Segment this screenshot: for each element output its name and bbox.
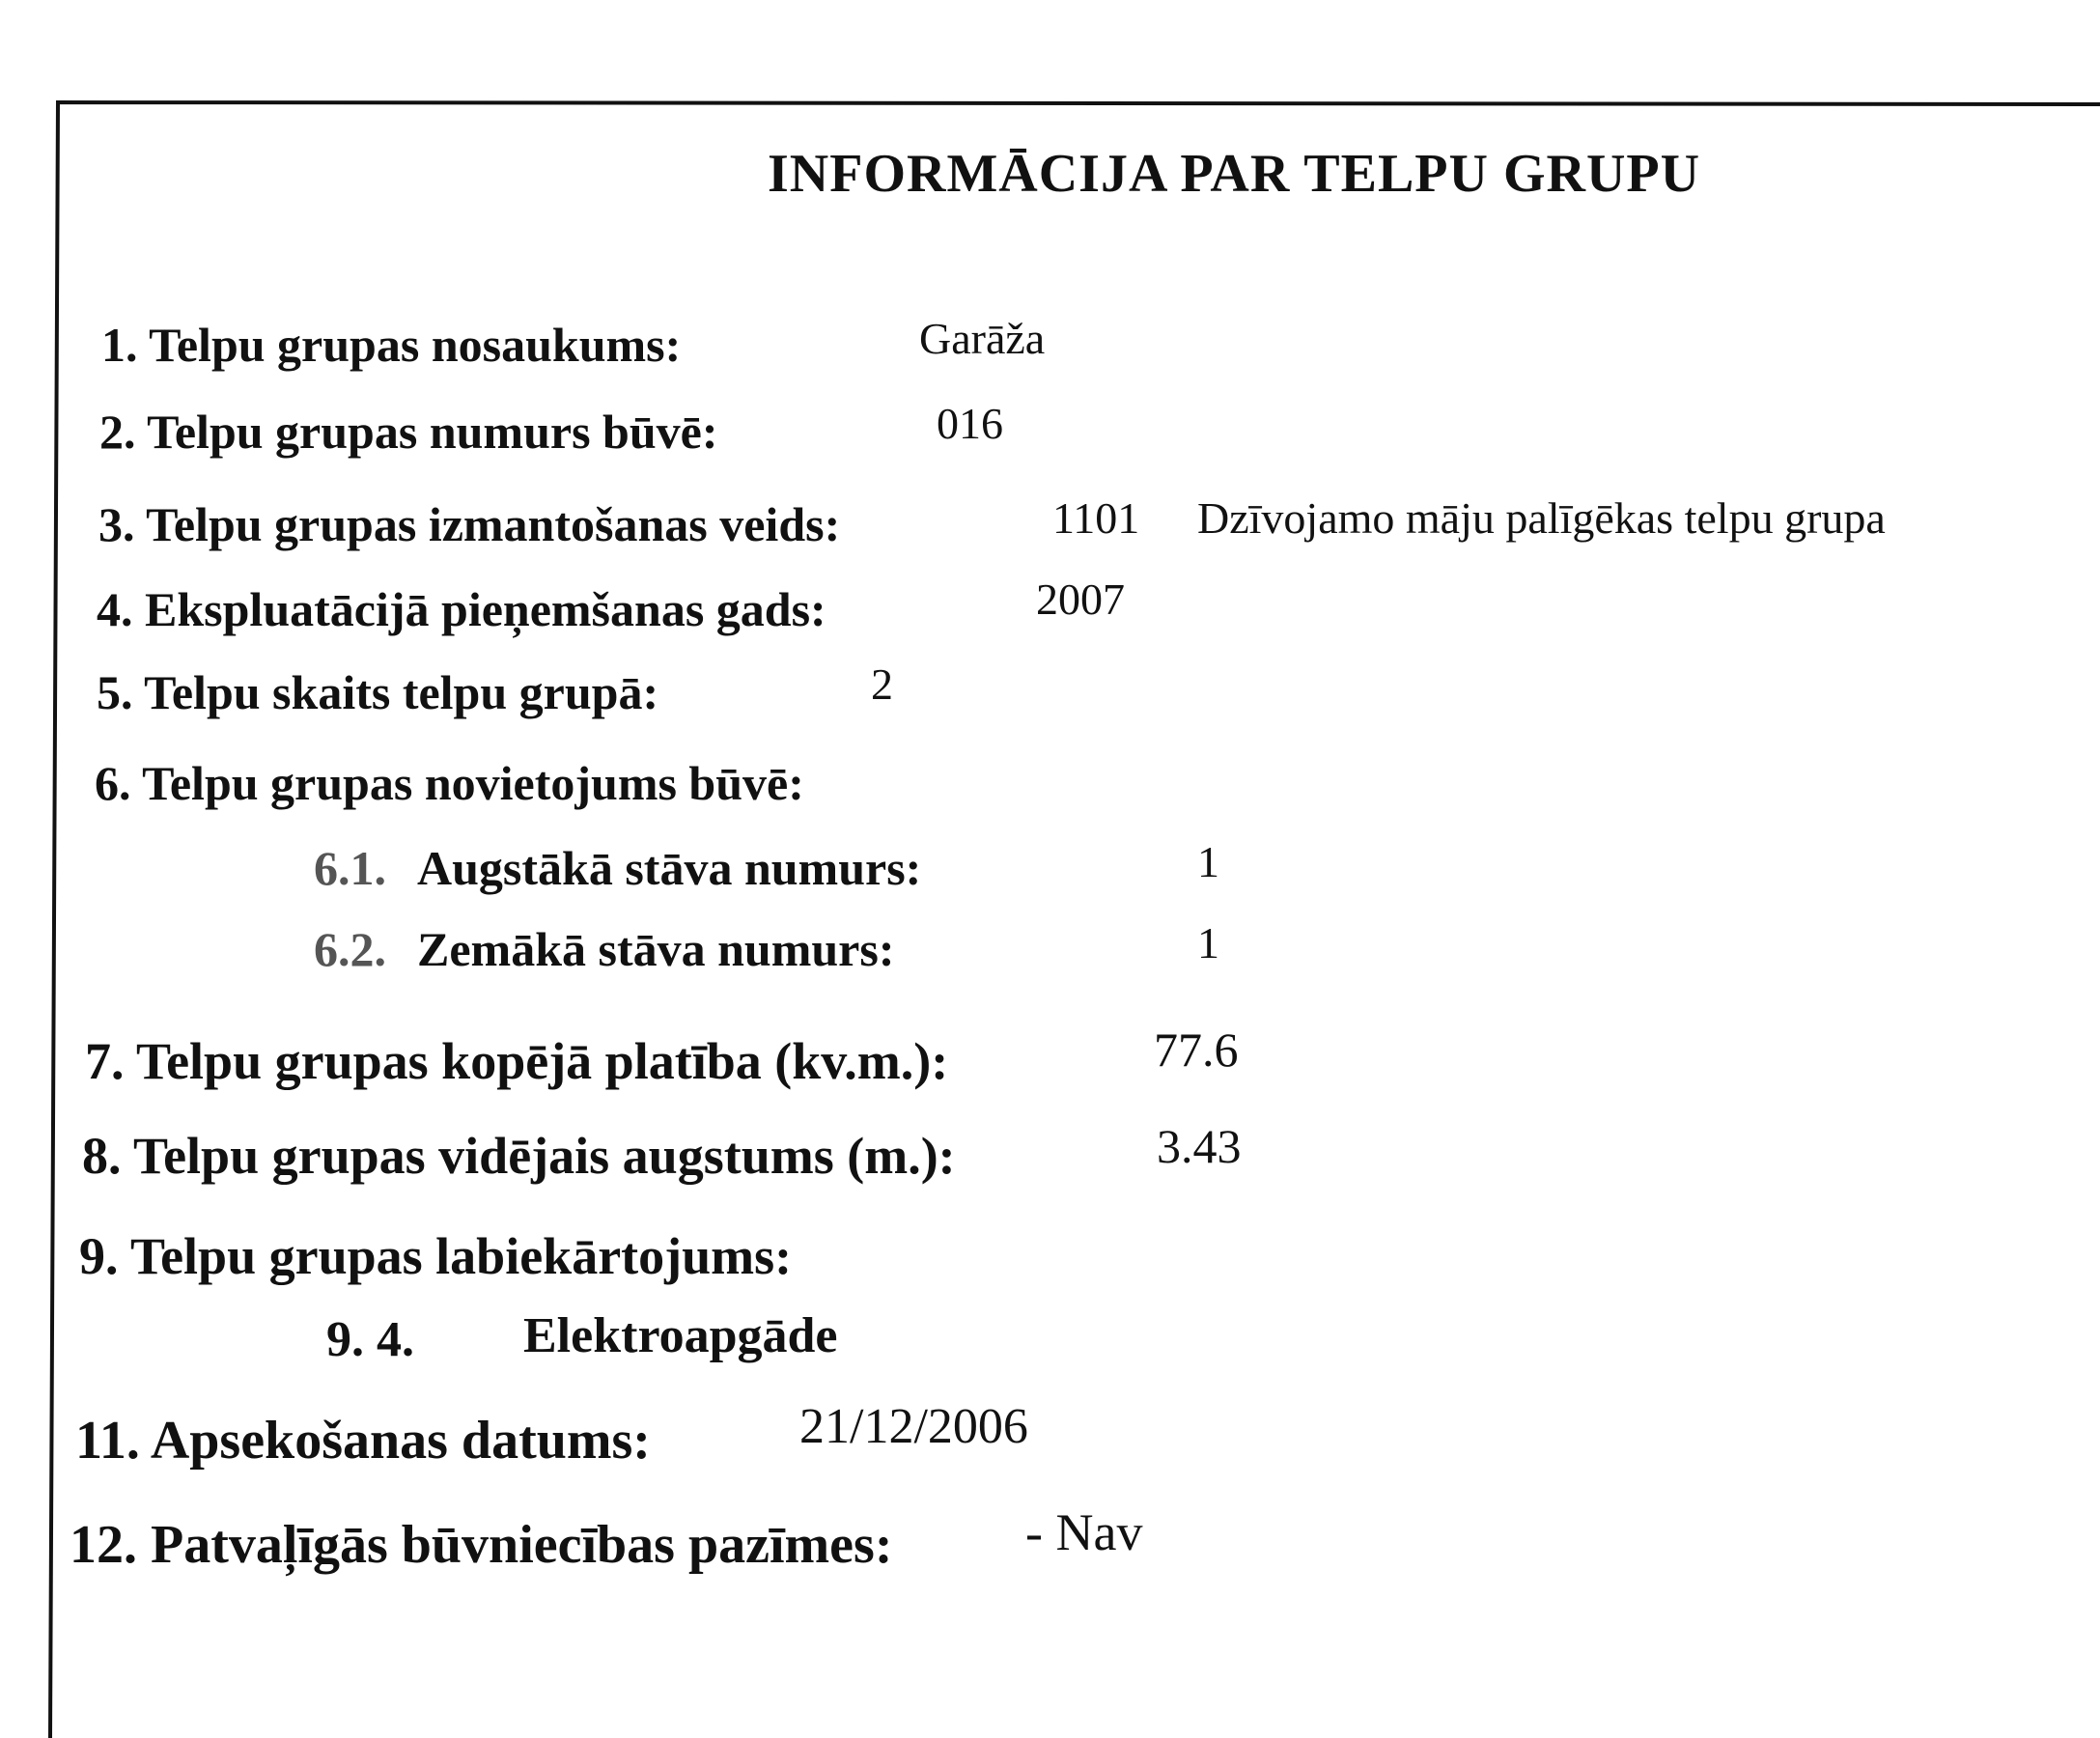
- field-label-location: 6. Telpu grupas novietojums būvē:: [95, 756, 804, 810]
- subfield-number-bottom-floor: 6.2.: [314, 922, 386, 976]
- field-value-usage-code: 1101: [1052, 493, 1140, 543]
- field-label-number: 2. Telpu grupas numurs būvē:: [99, 405, 718, 459]
- field-label-average-height: 8. Telpu grupas vidējais augstums (m.):: [82, 1127, 956, 1185]
- field-label-usage-type: 3. Telpu grupas izmantošanas veids:: [98, 497, 841, 551]
- field-value-name: Garāža: [919, 314, 1046, 363]
- field-label-room-count: 5. Telpu skaits telpu grupā:: [97, 665, 659, 719]
- field-value-average-height: 3.43: [1157, 1119, 1242, 1173]
- field-label-amenities: 9. Telpu grupas labiekārtojums:: [79, 1227, 793, 1285]
- field-label-commissioning-year: 4. Ekspluatācijā pieņemšanas gads:: [97, 582, 826, 636]
- subfield-value-bottom-floor: 1: [1197, 918, 1219, 967]
- field-label-total-area: 7. Telpu grupas kopējā platība (kv.m.):: [85, 1032, 949, 1090]
- subfield-value-top-floor: 1: [1197, 837, 1219, 886]
- field-label-inspection-date: 11. Apsekošanas datums:: [75, 1411, 651, 1471]
- subfield-label-top-floor: Augstākā stāva numurs:: [417, 841, 922, 895]
- field-label-unauthorized-construction: 12. Patvaļīgās būvniecības pazīmes:: [70, 1515, 893, 1575]
- field-value-room-count: 2: [871, 659, 893, 709]
- subfield-number-electricity: 9. 4.: [326, 1312, 414, 1367]
- field-value-usage-description: Dzīvojamo māju palīgēkas telpu grupa: [1197, 493, 1886, 543]
- field-value-number: 016: [937, 399, 1003, 448]
- document-title: INFORMĀCIJA PAR TELPU GRUPU: [768, 144, 1701, 204]
- field-value-inspection-date: 21/12/2006: [799, 1399, 1028, 1454]
- subfield-number-top-floor: 6.1.: [314, 841, 386, 895]
- field-value-commissioning-year: 2007: [1036, 575, 1125, 624]
- field-value-total-area: 77.6: [1154, 1023, 1239, 1077]
- subfield-label-electricity: Elektroapgāde: [523, 1308, 838, 1363]
- field-label-name: 1. Telpu grupas nosaukums:: [101, 318, 682, 372]
- field-value-unauthorized-construction: - Nav: [1025, 1503, 1143, 1561]
- subfield-label-bottom-floor: Zemākā stāva numurs:: [417, 922, 895, 976]
